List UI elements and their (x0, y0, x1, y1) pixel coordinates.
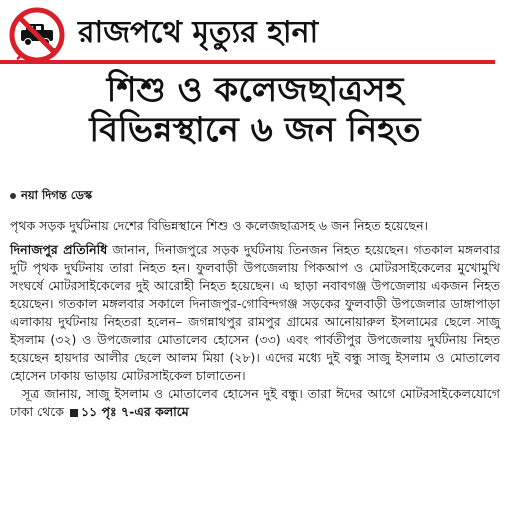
paragraph-2 (10, 385, 500, 421)
article-body (10, 217, 500, 421)
headline-line-1: শিশু ও কলেজছাত্রসহ (106, 70, 404, 110)
bullet-icon (10, 193, 16, 199)
no-vehicle-icon (8, 6, 66, 64)
lead-paragraph: পৃথক সড়ক দুর্ঘটনায় দেশের বিভিন্নস্থানে শিশু ও কলেজছাত্রসহ ৬ জন নিহত হয়েছেন। (10, 218, 429, 233)
continuation-marker-icon (70, 409, 78, 417)
byline: দিনাজপুর প্রতিনিধি (10, 242, 108, 257)
paragraph-2-text: সূত্র জানায়, সাজু ইসলাম ও মোতালেব হোসেন দুই বন্ধু। তারা ঈদের আগে মোটরসাইকেলযোগে ঢাকা থেকে (10, 386, 500, 419)
section-divider (0, 60, 495, 64)
headline (0, 70, 510, 150)
desk-label: নয়া দিগন্ত ডেস্ক (21, 188, 93, 202)
paragraph-1-text: জানান, দিনাজপুরে সড়ক দুর্ঘটনায় তিনজন নিহত হয়েছেন। গতকাল মঙ্গলবার দুটি পৃথক দুর্ঘটনায় তারা নিহত হন। ফুলবাড়ী উপজেলায় পিকআপ ও মোটরসাইকেলের মুখোমুখি সংঘর্ষে মোটরসাইকেলের দুই আরোহী নিহত হয়েছেন। এ ছাড়া নবাবগঞ্জ উপজেলায় একজন নিহত হয়েছেন। গতকাল মঙ্গলবার সকালে দিনাজপুর-গোবিন্দগঞ্জ সড়কের ফুলবাড়ী উপজেলার ডাঙ্গাপাড়া এলাকায় দুর্ঘটনায় নিহতরা হলেন– জগন্নাথপুর রামপুর গ্রামের আনোয়ারুল ইসলামের ছেলে সাজু ইসলাম (৩২) ও উপজেলার মোতালেব হোসেন (৩৩) এবং পার্বতীপুর উপজেলায় দুর্ঘটনায় নিহত হয়েছেন হায়দার আলীর ছেলে আলম মিয়া (২৮)। এদের মধ্যে দুই বন্ধু সাজু ইসলাম ও মোতালেব হোসেন ঢাকায় ভাড়ায় মোটরসাইকেল চালাতেন। (10, 242, 500, 383)
headline-line-2: বিভিন্নস্থানে ৬ জন নিহত (89, 110, 421, 150)
paragraph-1 (10, 241, 500, 385)
road-accident-logo-icon (8, 6, 66, 64)
section-title: রাজপথে মৃত্যুর হানা (78, 15, 319, 50)
continued-link[interactable]: ১১ পৃঃ ৭-এর কলামে (80, 404, 189, 419)
desk-credit (10, 187, 92, 206)
